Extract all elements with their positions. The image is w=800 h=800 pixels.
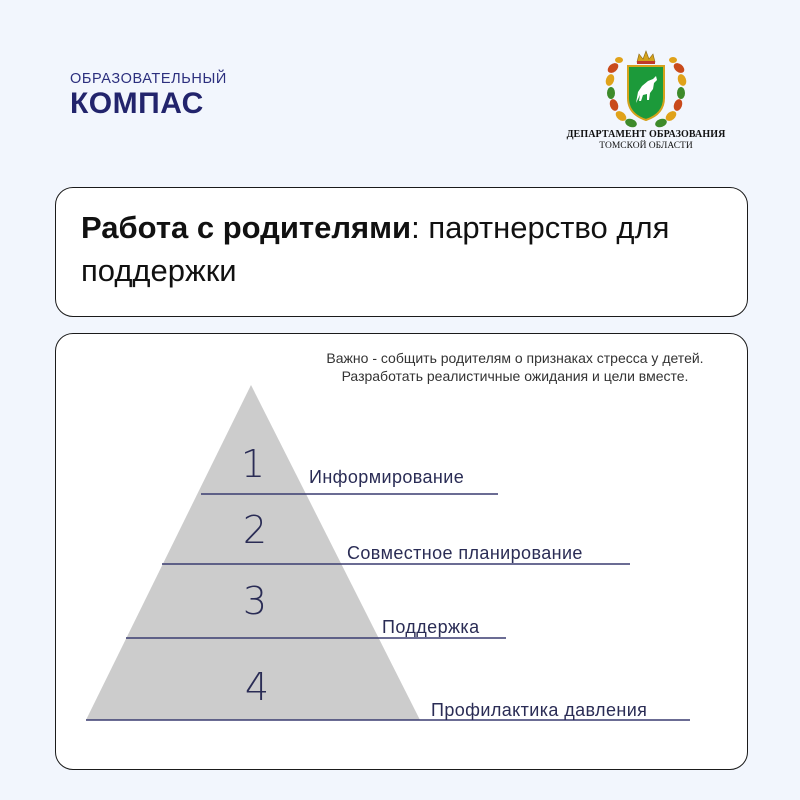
- note-text: Важно - собщить родителям о признаках стресса у детей. Разработать реалистичные ожидания и цели вместе.: [326, 350, 704, 384]
- level-3-number: 3: [242, 579, 268, 623]
- brand-title: КОМПАС: [70, 86, 204, 120]
- department-line2: ТОМСКОЙ ОБЛАСТИ: [599, 141, 693, 151]
- level-1-number: 1: [240, 442, 266, 486]
- level-2-label: Совместное планирование: [347, 543, 583, 563]
- level-4-number: 4: [244, 665, 270, 709]
- level-1-label: Информирование: [309, 467, 465, 487]
- department-line1: ДЕПАРТАМЕНТ ОБРАЗОВАНИЯ: [566, 129, 726, 140]
- level-3-label: Поддержка: [382, 617, 480, 637]
- level-2-number: 2: [242, 508, 268, 552]
- page-title-rest: : партнерство для поддержки: [81, 210, 670, 288]
- brand-subtitle: ОБРАЗОВАТЕЛЬНЫЙ: [70, 71, 227, 87]
- page-title-bold: Работа с родителями: [81, 210, 412, 245]
- level-4-label: Профилактика давления: [431, 700, 648, 720]
